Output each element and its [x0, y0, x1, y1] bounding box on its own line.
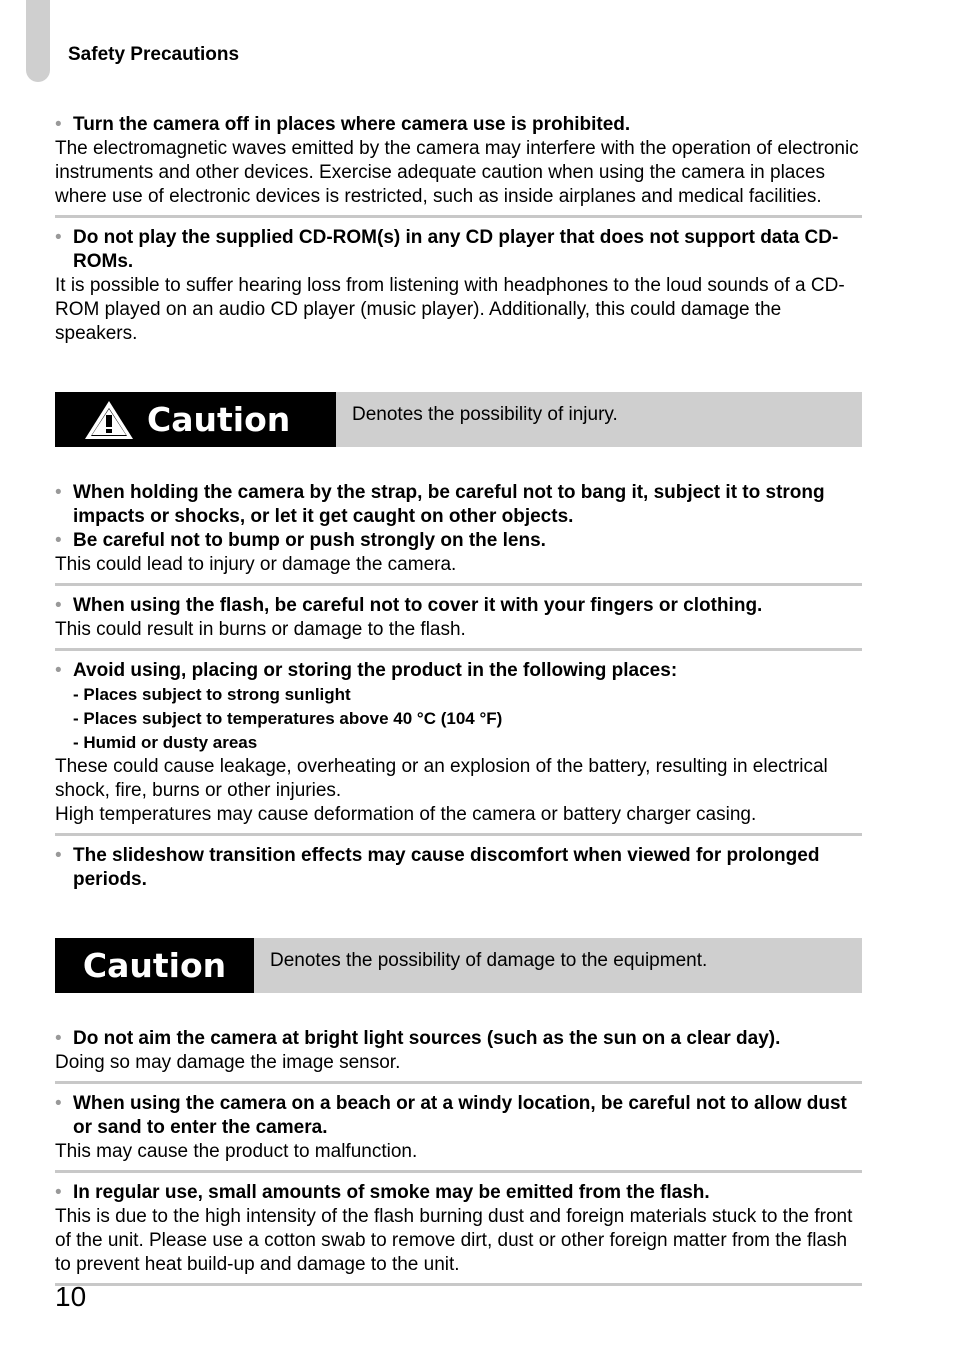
precaution-body: It is possible to suffer hearing loss from listening with headphones to the loud sounds of a CD-ROM played on an audio CD player (music player). Additionally, this could damage the speakers.	[55, 275, 845, 344]
precaution-item: • Avoid using, placing or storing the product in the following places:	[55, 659, 862, 683]
precaution-item: • Do not aim the camera at bright light sources (such as the sun on a clear day).	[55, 1027, 862, 1051]
precaution-subitem: - Places subject to temperatures above 40 °C (104 °F)	[73, 709, 503, 728]
precaution-block	[55, 1092, 862, 1173]
section-title: Safety Precautions	[68, 44, 240, 65]
precaution-body: These could cause leakage, overheating or an explosion of the battery, resulting in electrical shock, fire, burns or other injuries.	[55, 756, 828, 801]
precaution-item: • When holding the camera by the strap, be careful not to bang it, subject it to strong impacts or shocks, or let it get caught on other objects.	[55, 481, 862, 529]
caution-description: Denotes the possibility of injury.	[336, 392, 862, 447]
precaution-block	[55, 594, 862, 651]
precaution-item: • Do not play the supplied CD-ROM(s) in any CD player that does not support data CD-ROMs.	[55, 226, 862, 274]
page-content	[55, 113, 862, 1294]
page-number: 10	[55, 1281, 87, 1312]
precaution-body: This is due to the high intensity of the flash burning dust and foreign materials stuck to the front of the unit. Please use a cotton swab to remove dirt, dust or other foreign matter from the flash to prevent heat build-up and damage to the unit.	[55, 1206, 853, 1275]
precaution-body: This could result in burns or damage to the flash.	[55, 619, 466, 640]
caution-label-box	[55, 938, 254, 993]
precaution-block	[55, 1027, 862, 1084]
precaution-item: • When using the flash, be careful not to cover it with your fingers or clothing.	[55, 594, 862, 618]
caution-label-box	[55, 392, 336, 447]
precaution-item: • Turn the camera off in places where camera use is prohibited.	[55, 113, 862, 137]
precaution-block	[55, 226, 862, 352]
precaution-item: • When using the camera on a beach or at a windy location, be careful not to allow dust or sand to enter the camera.	[55, 1092, 862, 1140]
section-tab	[26, 0, 50, 82]
precaution-item: • The slideshow transition effects may cause discomfort when viewed for prolonged periods.	[55, 844, 862, 892]
precaution-block	[55, 481, 862, 586]
warning-triangle-icon	[83, 399, 135, 441]
caution-description: Denotes the possibility of damage to the equipment.	[254, 938, 862, 993]
precaution-subitem: - Places subject to strong sunlight	[73, 685, 351, 704]
caution-label: Caution	[147, 400, 291, 439]
caution-label: Caution	[82, 946, 227, 985]
precaution-item: • In regular use, small amounts of smoke may be emitted from the flash.	[55, 1181, 862, 1205]
precaution-block	[55, 1181, 862, 1286]
precaution-body: This may cause the product to malfunction.	[55, 1141, 418, 1162]
precaution-body: High temperatures may cause deformation of the camera or battery charger casing.	[55, 804, 757, 825]
caution-injury-banner	[55, 392, 862, 447]
precaution-block	[55, 659, 862, 836]
precaution-block	[55, 113, 862, 218]
precaution-block	[55, 844, 862, 898]
precaution-body: This could lead to injury or damage the camera.	[55, 554, 457, 575]
precaution-body: Doing so may damage the image sensor.	[55, 1052, 401, 1073]
precaution-item: • Be careful not to bump or push strongly on the lens.	[55, 529, 862, 553]
precaution-body: The electromagnetic waves emitted by the camera may interfere with the operation of electronic instruments and other devices. Exercise adequate caution when using the camera in places where use of electronic devices is restricted, such as inside airplanes and medical facilities.	[55, 138, 859, 207]
precaution-subitem: - Humid or dusty areas	[73, 733, 258, 752]
caution-equipment-banner	[55, 938, 862, 993]
